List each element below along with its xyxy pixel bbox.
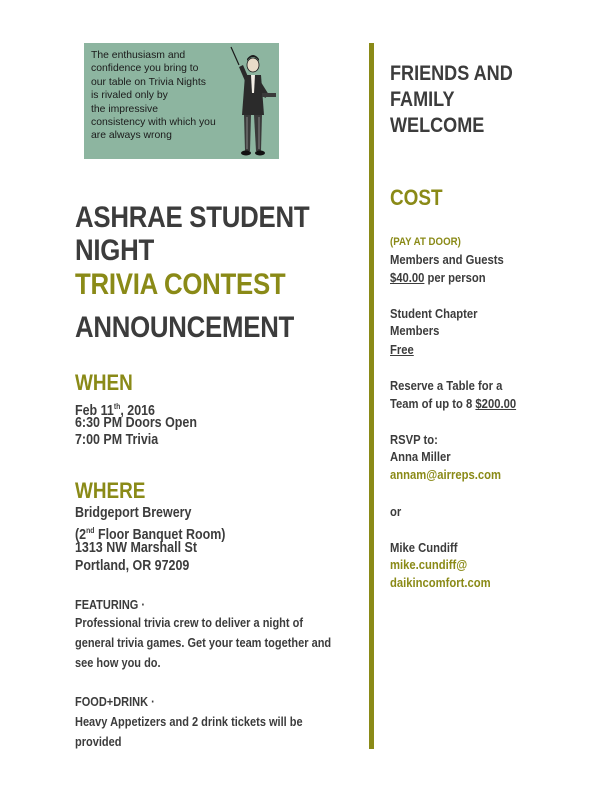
contact-2-name: Mike Cundiff [390, 541, 458, 555]
column-divider [369, 43, 374, 749]
food-heading: FOOD+DRINK · [75, 695, 155, 709]
welcome-line-2: FAMILY [390, 88, 455, 111]
pay-at-door-note: (PAY AT DOOR) [390, 236, 461, 248]
or-text: or [390, 505, 402, 519]
conductor-man-icon [229, 45, 279, 159]
food-line-2: provided [75, 735, 122, 749]
members-label: Members and Guests [390, 253, 504, 267]
welcome-line-1: FRIENDS AND [390, 62, 513, 85]
title-line-1: ASHRAE STUDENT [75, 201, 310, 234]
when-heading: WHEN [75, 370, 133, 395]
where-city: Portland, OR 97209 [75, 558, 190, 574]
when-doors: 6:30 PM Doors Open [75, 415, 197, 431]
contact-1-name: Anna Miller [390, 450, 451, 464]
featuring-line-2: general trivia games. Get your team together and [75, 636, 332, 650]
contact-2-email-line-1[interactable]: mike.cundiff@ [390, 558, 468, 572]
contact-1-email[interactable]: annam@airreps.com [390, 468, 502, 482]
table-line-2: Team of up to 8 $200.00 [390, 397, 517, 411]
student-line-1: Student Chapter [390, 307, 478, 321]
ecard-image [84, 43, 279, 159]
where-venue: Bridgeport Brewery [75, 505, 192, 521]
members-price: $40.00 per person [390, 271, 486, 285]
featuring-heading: FEATURING · [75, 598, 146, 612]
when-date: Feb 11th, 2016 [75, 402, 156, 419]
ecard-caption: The enthusiasm and confidence you bring to our table on Trivia Nights is rivaled only by the impressive consistency with which you are always wrong [91, 50, 216, 142]
when-trivia: 7:00 PM Trivia [75, 432, 159, 448]
student-line-2: Members [390, 324, 440, 338]
title-line-2: NIGHT [75, 234, 154, 267]
featuring-line-1: Professional trivia crew to deliver a night of [75, 616, 304, 630]
cost-heading: COST [390, 185, 443, 210]
title-line-4: ANNOUNCEMENT [75, 311, 295, 344]
where-street: 1313 NW Marshall St [75, 540, 197, 556]
where-heading: WHERE [75, 478, 146, 503]
where-room: (2nd Floor Banquet Room) [75, 526, 226, 543]
featuring-line-3: see how you do. [75, 656, 161, 670]
student-price: Free [390, 343, 414, 357]
title-line-3: TRIVIA CONTEST [75, 268, 286, 301]
food-line-1: Heavy Appetizers and 2 drink tickets will be [75, 715, 303, 729]
contact-2-email-line-2[interactable]: daikincomfort.com [390, 576, 491, 590]
table-line-1: Reserve a Table for a [390, 379, 503, 393]
rsvp-label: RSVP to: [390, 433, 438, 447]
welcome-line-3: WELCOME [390, 114, 485, 137]
